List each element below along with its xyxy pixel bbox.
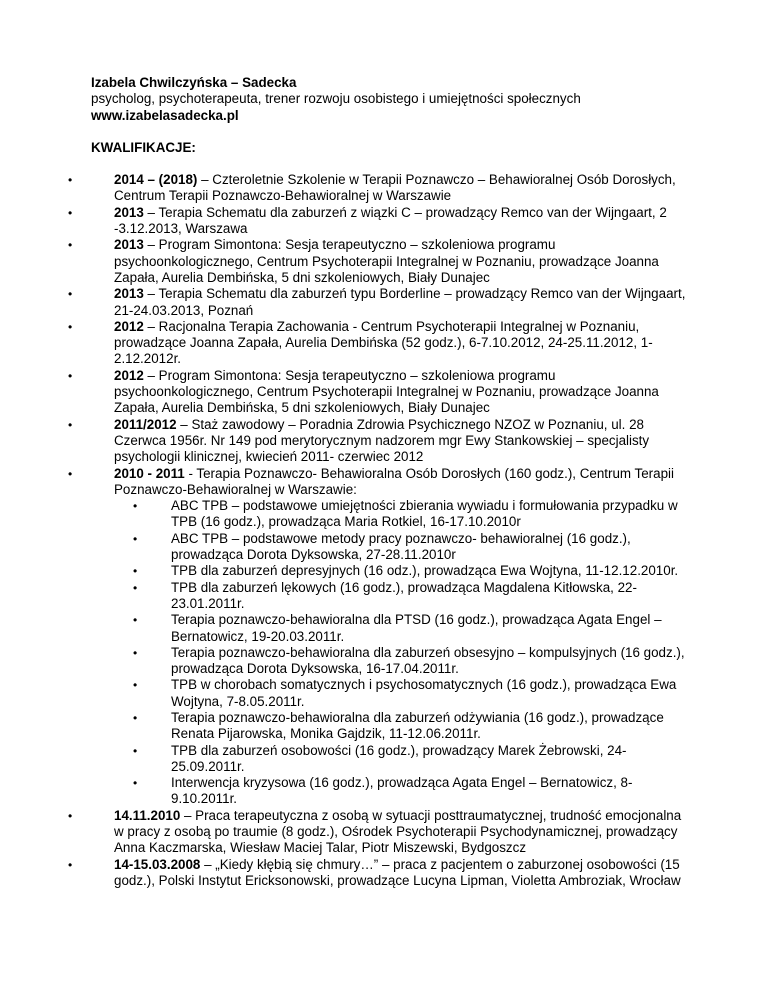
- qualification-item: [91, 466, 691, 808]
- qualification-text: – Czteroletnie Szkolenie w Terapii Poznawczo – Behawioralnej Osób Dorosłych, Centrum Terapii Poznawczo-Behawioralnej w Warszawie: [114, 172, 676, 204]
- qualification-date: 2013: [114, 286, 144, 302]
- sub-course-item: • Terapia poznawczo-behawioralna dla zaburzeń obsesyjno – kompulsyjnych (16 godz.), prowadząca Dorota Dyksowska, 16-17.04.2011r.: [114, 645, 691, 678]
- section-title: KWALIFIKACJE:: [91, 139, 196, 155]
- qualification-item: [91, 368, 691, 417]
- qualification-date: 2012: [114, 367, 144, 383]
- qualification-text: – Program Simontona: Sesja terapeutyczno – szkoleniowa programu psychoonkologicznego, Centrum Psychoterapii Integralnej w Poznaniu, prowadzące Joanna Zapała, Aurelia Dembińska, 5 dni szkoleniowych, Biały Dunajec: [114, 237, 659, 285]
- qualification-text: – Terapia Schematu dla zaburzeń typu Borderline – prowadzący Remco van der Wijngaart, 21-24.03.2013, Poznań: [114, 286, 686, 318]
- qualification-text: – Terapia Schematu dla zaburzeń z wiązki C – prowadzący Remco van der Wijngaart, 2 -3.12.2013, Warszawa: [114, 204, 667, 237]
- sub-course-list: [114, 498, 691, 808]
- sub-course-item: • Interwencja kryzysowa (16 godz.), prowadząca Agata Engel – Bernatowicz, 8-9.10.2011r.: [114, 775, 691, 808]
- qualification-date: 2014 – (2018): [114, 172, 198, 188]
- qualification-item: [91, 319, 691, 368]
- sub-course-item: • ABC TPB – podstawowe umiejętności zbierania wywiadu i formułowania przypadku w TPB (16 godz.), prowadząca Maria Rotkiel, 16-17.10.2010r: [114, 498, 691, 531]
- author-name: Izabela Chwilczyńska – Sadecka: [91, 75, 297, 90]
- qualification-item: [91, 172, 691, 205]
- sub-course-item: • Terapia poznawczo-behawioralna dla zaburzeń odżywiania (16 godz.), prowadzące Renata Pijarowska, Monika Gajdzik, 11-12.06.2011r.: [114, 710, 691, 743]
- qualification-text: – „Kiedy kłębią się chmury…” – praca z pacjentem o zaburzonej osobowości (15 godz.), Polski Instytut Ericksonowski, prowadzące Lucyna Lipman, Violetta Ambroziak, Wrocław: [114, 856, 681, 888]
- author-website: www.izabelasadecka.pl: [91, 107, 239, 123]
- qualification-item: [91, 417, 691, 466]
- sub-course-item: • TPB w chorobach somatycznych i psychosomatycznych (16 godz.), prowadząca Ewa Wojtyna, 7-8.05.2011r.: [114, 677, 691, 710]
- qualification-date: 2013: [114, 237, 144, 253]
- qualification-date: 14-15.03.2008: [114, 856, 201, 872]
- author-title: psycholog, psychoterapeuta, trener rozwoju osobistego i umiejętności społecznych: [91, 91, 581, 107]
- qualification-date: 14.11.2010: [114, 807, 181, 823]
- qualification-text: – Racjonalna Terapia Zachowania - Centrum Psychoterapii Integralnej w Poznaniu, prowadzące Joanna Zapała, Aurelia Dembińska (52 godz.), 6-7.10.2012, 24-25.11.2012, 1-2.12.2012r.: [114, 318, 653, 367]
- qualification-date: 2012: [114, 318, 144, 334]
- qualification-item: [91, 205, 691, 238]
- sub-course-item: • TPB dla zaburzeń depresyjnych (16 odz.), prowadząca Ewa Wojtyna, 11-12.12.2010r.: [114, 563, 691, 579]
- qualification-item: [91, 237, 691, 286]
- qualifications-list: [91, 172, 691, 889]
- sub-course-item: • Terapia poznawczo-behawioralna dla PTSD (16 godz.), prowadząca Agata Engel – Bernatowicz, 19-20.03.2011r.: [114, 612, 691, 645]
- qualification-date: 2013: [114, 204, 144, 220]
- sub-course-item: • ABC TPB – podstawowe metody pracy poznawczo- behawioralnej (16 godz.), prowadząca Dorota Dyksowska, 27-28.11.2010r: [114, 531, 691, 564]
- sub-course-item: • TPB dla zaburzeń osobowości (16 godz.), prowadzący Marek Żebrowski, 24-25.09.2011r.: [114, 743, 691, 776]
- qualification-date: 2010 - 2011: [114, 465, 185, 481]
- qualification-date: 2011/2012: [114, 416, 177, 432]
- document-page: [91, 75, 691, 889]
- qualification-item: [91, 857, 691, 890]
- qualification-item: [91, 808, 691, 857]
- qualification-text: – Program Simontona: Sesja terapeutyczno – szkoleniowa programu psychoonkologicznego, Centrum Psychoterapii Integralnej w Poznaniu, prowadzące Joanna Zapała, Aurelia Dembińska, 5 dni szkoleniowych, Biały Dunajec: [114, 367, 659, 416]
- qualification-text: – Staż zawodowy – Poradnia Zdrowia Psychicznego NZOZ w Poznaniu, ul. 28 Czerwca 1956r. Nr 149 pod merytorycznym nadzorem mgr Ewy Stankowskiej – specjalisty psychologii klinicznej, kwiecień 2011- czerwiec 2012: [114, 416, 650, 465]
- qualification-text: – Praca terapeutyczna z osobą w sytuacji posttraumatycznej, trudność emocjonalna w pracy z osobą po traumie (8 godz.), Ośrodek Psychoterapii Psychodynamicznej, prowadzący Anna Kaczmarska, Wiesław Maciej Talar, Piotr Miszewski, Bydgoszcz: [114, 807, 682, 856]
- qualification-item: [91, 286, 691, 319]
- sub-course-item: • TPB dla zaburzeń lękowych (16 godz.), prowadząca Magdalena Kitłowska, 22-23.01.2011r.: [114, 580, 691, 613]
- qualification-text: - Terapia Poznawczo- Behawioralna Osób Dorosłych (160 godz.), Centrum Terapii Poznawczo-Behawioralnej w Warszawie:: [114, 465, 674, 497]
